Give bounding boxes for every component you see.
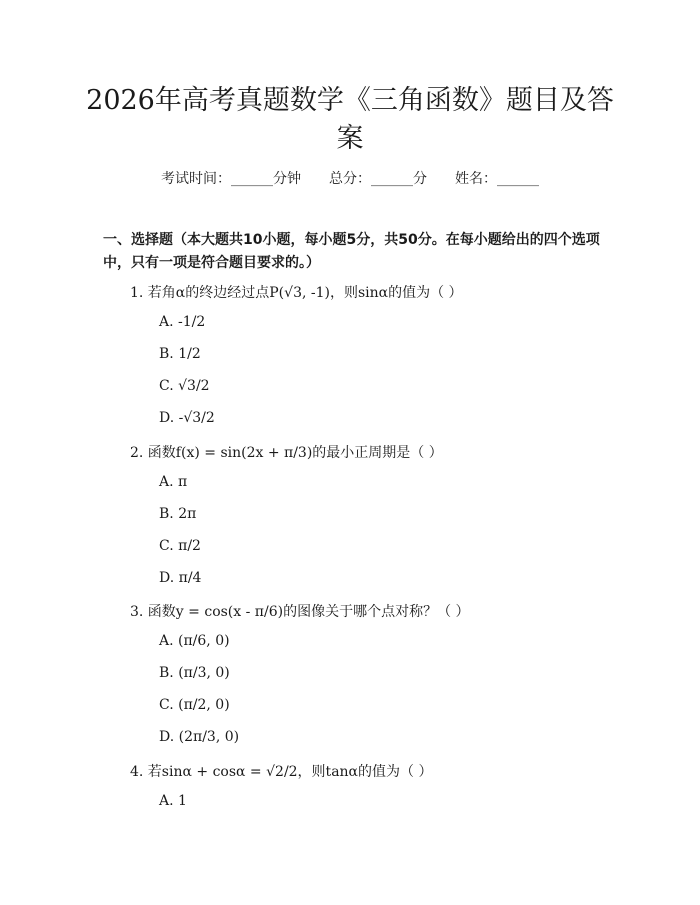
question-3-option-b: B. (π/3, 0): [159, 665, 230, 681]
question-2-option-d: D. π/4: [159, 570, 202, 586]
question-2-option-a: A. π: [159, 474, 188, 490]
question-3-option-d: D. (2π/3, 0): [159, 729, 240, 745]
question-2-option-c: C. π/2: [159, 538, 201, 554]
page-title: 2026年高考真题数学《三角函数》题目及答案: [86, 85, 614, 154]
question-2-option-b: B. 2π: [159, 506, 197, 522]
section-heading: 一、选择题（本大题共10小题，每小题5分，共50分。在每小题给出的四个选项中，只有一项是符合题目要求的。）: [103, 232, 600, 271]
question-1-option-d: D. -√3/2: [159, 410, 215, 426]
question-1-option-c: C. √3/2: [159, 378, 210, 394]
question-4: 4. 若sinα + cosα = √2/2，则tanα的值为（ ）: [130, 764, 433, 780]
question-1-option-a: A. -1/2: [159, 314, 206, 330]
question-2: 2. 函数f(x) = sin(2x + π/3)的最小正周期是（ ）: [130, 445, 443, 461]
question-1: 1. 若角α的终边经过点P(√3, -1)，则sinα的值为（ ）: [130, 285, 463, 301]
question-4-option-a: A. 1: [159, 793, 187, 809]
exam-meta: [0, 168, 700, 188]
student-name: 姓名：______: [455, 171, 539, 187]
exam-score: 总分：______分: [329, 171, 427, 187]
question-3-option-a: A. (π/6, 0): [159, 633, 230, 649]
question-1-option-b: B. 1/2: [159, 346, 201, 362]
question-3: 3. 函数y = cos(x - π/6)的图像关于哪个点对称？（ ）: [130, 604, 470, 620]
question-3-option-c: C. (π/2, 0): [159, 697, 230, 713]
exam-time: 考试时间：______分钟: [161, 171, 301, 187]
